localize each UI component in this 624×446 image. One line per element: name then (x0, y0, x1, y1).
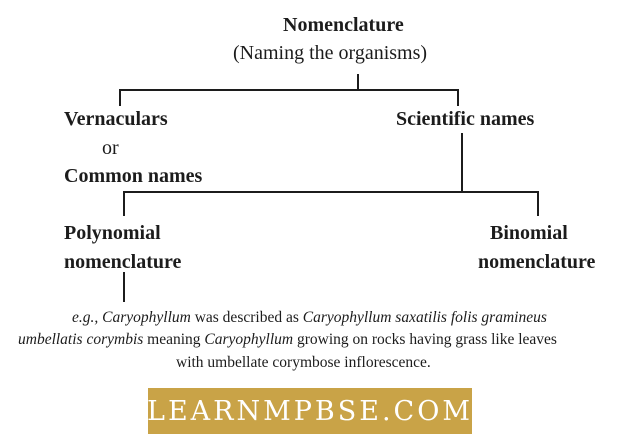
example-text: meaning (143, 331, 205, 348)
genus-name: Caryophyllum (204, 331, 294, 348)
polynomial-nomenclature-label: nomenclature (64, 251, 182, 273)
example-text: growing on rocks having grass like leaves (293, 331, 557, 348)
vernaculars-label: Vernaculars (64, 108, 168, 130)
polynomial-name-part2: umbellatis corymbis (18, 331, 144, 348)
or-label: or (102, 137, 119, 159)
root-subtitle: (Naming the organisms) (233, 42, 428, 64)
polynomial-label: Polynomial (64, 222, 161, 244)
root-title: Nomenclature (283, 14, 404, 36)
scientific-names-label: Scientific names (396, 108, 535, 130)
example-line-1 (72, 308, 547, 328)
common-names-label: Common names (64, 165, 203, 187)
genus-name: Caryophyllum (102, 309, 191, 326)
binomial-nomenclature-label: nomenclature (478, 251, 596, 273)
example-line-2 (18, 330, 557, 350)
example-line-3: with umbellate corymbose inflorescence. (176, 354, 431, 371)
watermark-text: LEARNMPBSE.COM (147, 395, 473, 427)
watermark-banner (148, 388, 472, 434)
binomial-label: Binomial (490, 222, 568, 244)
eg-text: e.g., (72, 309, 99, 326)
polynomial-name-part1: Caryophyllum saxatilis folis gramineus (302, 309, 547, 326)
example-text: was described as (190, 309, 303, 326)
